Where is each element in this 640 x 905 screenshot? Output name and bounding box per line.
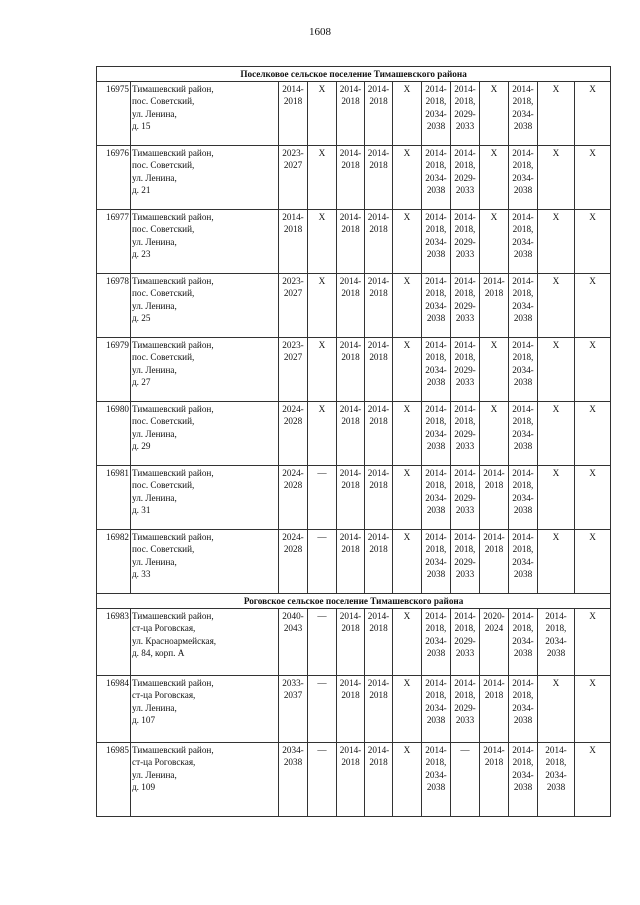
period-cell: 2014- 2018, 2034- 2038 [509,274,538,338]
period-cell: 2014- 2018 [337,338,365,402]
period-cell: X [538,530,575,594]
period-cell: X [575,530,611,594]
period-cell: X [575,402,611,466]
period-cell: 2014- 2018 [365,274,393,338]
period-cell: 2024- 2028 [279,466,308,530]
period-cell: 2014- 2018, 2034- 2038 [538,743,575,817]
table-row [97,146,611,210]
period-cell: 2014- 2018 [480,743,509,817]
period-cell: 2033- 2037 [279,676,308,743]
period-cell: X [538,466,575,530]
period-cell: 2014- 2018, 2034- 2038 [422,338,451,402]
address-cell: Тимашевский район, пос. Советский, ул. Ленина, д. 33 [131,530,279,594]
period-cell: 2014- 2018 [337,402,365,466]
period-cell: 2014- 2018 [337,82,365,146]
period-cell: 2014- 2018, 2034- 2038 [509,146,538,210]
period-cell: 2014- 2018, 2034- 2038 [509,210,538,274]
period-cell: X [308,210,337,274]
table-row [97,530,611,594]
period-cell: X [393,466,422,530]
period-cell: X [575,609,611,676]
address-cell: Тимашевский район, пос. Советский, ул. Ленина, д. 29 [131,402,279,466]
row-number: 16982 [97,530,131,594]
section-header-row [97,67,611,82]
period-cell: 2023- 2027 [279,146,308,210]
registry-body [97,67,611,817]
period-cell: X [480,210,509,274]
period-cell: 2014- 2018 [337,530,365,594]
page-number: 1608 [309,26,331,38]
period-cell: X [575,82,611,146]
period-cell: 2014- 2018, 2034- 2038 [422,743,451,817]
period-cell: 2023- 2027 [279,338,308,402]
table-row [97,82,611,146]
period-cell: X [480,402,509,466]
period-cell: 2014- 2018, 2034- 2038 [422,274,451,338]
table-row [97,274,611,338]
period-cell: — [308,609,337,676]
table-row [97,609,611,676]
period-cell: X [393,743,422,817]
period-cell: X [393,146,422,210]
period-cell: X [393,402,422,466]
period-cell: 2014- 2018 [365,743,393,817]
period-cell: X [575,676,611,743]
period-cell: — [308,530,337,594]
period-cell: X [308,82,337,146]
period-cell: 2014- 2018, 2034- 2038 [509,82,538,146]
period-cell: 2014- 2018, 2029- 2033 [451,676,480,743]
period-cell: X [575,338,611,402]
period-cell: 2014- 2018 [480,274,509,338]
period-cell: 2014- 2018 [480,676,509,743]
address-cell: Тимашевский район, пос. Советский, ул. Ленина, д. 27 [131,338,279,402]
period-cell: X [308,274,337,338]
table-row [97,676,611,743]
address-cell: Тимашевский район, пос. Советский, ул. Ленина, д. 23 [131,210,279,274]
period-cell: 2014- 2018, 2029- 2033 [451,210,480,274]
address-cell: Тимашевский район, ст-ца Роговская, ул. Ленина, д. 107 [131,676,279,743]
period-cell: 2014- 2018, 2029- 2033 [451,82,480,146]
period-cell: X [308,402,337,466]
period-cell: X [480,82,509,146]
section-title: Роговское сельское поселение Тимашевского района [97,594,611,609]
address-cell: Тимашевский район, пос. Советский, ул. Ленина, д. 15 [131,82,279,146]
period-cell: 2024- 2028 [279,402,308,466]
period-cell: X [575,210,611,274]
period-cell: X [393,274,422,338]
period-cell: 2014- 2018 [279,210,308,274]
period-cell: 2024- 2028 [279,530,308,594]
period-cell: X [480,338,509,402]
period-cell: 2014- 2018, 2034- 2038 [509,466,538,530]
address-cell: Тимашевский район, пос. Советский, ул. Ленина, д. 21 [131,146,279,210]
period-cell: X [393,82,422,146]
period-cell: X [538,676,575,743]
period-cell: 2014- 2018, 2034- 2038 [422,676,451,743]
period-cell: 2014- 2018, 2034- 2038 [422,82,451,146]
address-cell: Тимашевский район, пос. Советский, ул. Ленина, д. 25 [131,274,279,338]
period-cell: 2040- 2043 [279,609,308,676]
period-cell: 2014- 2018, 2029- 2033 [451,274,480,338]
period-cell: X [575,743,611,817]
period-cell: X [480,146,509,210]
table-row [97,402,611,466]
period-cell: X [393,338,422,402]
row-number: 16983 [97,609,131,676]
period-cell: X [538,146,575,210]
period-cell: 2014- 2018 [279,82,308,146]
period-cell: 2020- 2024 [480,609,509,676]
address-cell: Тимашевский район, ст-ца Роговская, ул. Ленина, д. 109 [131,743,279,817]
period-cell: X [393,676,422,743]
period-cell: 2014- 2018, 2029- 2033 [451,530,480,594]
address-cell: Тимашевский район, ст-ца Роговская, ул. Красноармейская, д. 84, корп. А [131,609,279,676]
period-cell: 2014- 2018, 2034- 2038 [509,609,538,676]
period-cell: 2014- 2018 [480,530,509,594]
row-number: 16976 [97,146,131,210]
table-row [97,466,611,530]
period-cell: 2014- 2018 [365,530,393,594]
period-cell: 2014- 2018 [365,466,393,530]
period-cell: X [393,210,422,274]
period-cell: X [538,402,575,466]
period-cell: 2014- 2018 [337,676,365,743]
period-cell: 2014- 2018, 2029- 2033 [451,402,480,466]
period-cell: 2014- 2018, 2029- 2033 [451,338,480,402]
period-cell: 2014- 2018 [365,146,393,210]
period-cell: — [451,743,480,817]
table-row [97,210,611,274]
period-cell: 2014- 2018, 2034- 2038 [422,466,451,530]
table-row [97,338,611,402]
period-cell: 2014- 2018 [365,82,393,146]
section-header-row [97,594,611,609]
period-cell: 2014- 2018, 2034- 2038 [509,743,538,817]
period-cell: X [393,609,422,676]
period-cell: X [538,338,575,402]
period-cell: 2014- 2018 [480,466,509,530]
period-cell: 2014- 2018 [337,743,365,817]
period-cell: X [308,338,337,402]
period-cell: 2014- 2018 [337,609,365,676]
period-cell: 2014- 2018, 2034- 2038 [509,530,538,594]
period-cell: 2014- 2018, 2034- 2038 [422,609,451,676]
period-cell: 2014- 2018, 2034- 2038 [509,338,538,402]
period-cell: X [538,82,575,146]
row-number: 16980 [97,402,131,466]
period-cell: 2014- 2018 [337,466,365,530]
address-cell: Тимашевский район, пос. Советский, ул. Ленина, д. 31 [131,466,279,530]
row-number: 16985 [97,743,131,817]
period-cell: 2014- 2018 [365,676,393,743]
period-cell: — [308,676,337,743]
period-cell: X [308,146,337,210]
period-cell: X [575,274,611,338]
period-cell: 2014- 2018, 2034- 2038 [422,210,451,274]
row-number: 16977 [97,210,131,274]
row-number: 16979 [97,338,131,402]
period-cell: X [538,274,575,338]
period-cell: 2014- 2018, 2034- 2038 [422,146,451,210]
period-cell: 2034- 2038 [279,743,308,817]
table-row [97,743,611,817]
period-cell: — [308,466,337,530]
period-cell: X [393,530,422,594]
row-number: 16984 [97,676,131,743]
row-number: 16975 [97,82,131,146]
row-number: 16981 [97,466,131,530]
period-cell: X [575,466,611,530]
period-cell: 2014- 2018 [365,210,393,274]
period-cell: 2014- 2018, 2029- 2033 [451,609,480,676]
period-cell: 2014- 2018 [365,402,393,466]
period-cell: — [308,743,337,817]
period-cell: X [538,210,575,274]
period-cell: 2014- 2018 [337,146,365,210]
period-cell: 2014- 2018, 2034- 2038 [422,402,451,466]
period-cell: 2014- 2018 [365,338,393,402]
period-cell: 2014- 2018 [337,210,365,274]
period-cell: 2014- 2018, 2034- 2038 [509,676,538,743]
section-title: Поселковое сельское поселение Тимашевского района [97,67,611,82]
registry-table [96,66,611,817]
period-cell: 2014- 2018, 2034- 2038 [538,609,575,676]
period-cell: 2023- 2027 [279,274,308,338]
period-cell: 2014- 2018, 2029- 2033 [451,146,480,210]
period-cell: X [575,146,611,210]
row-number: 16978 [97,274,131,338]
period-cell: 2014- 2018, 2034- 2038 [422,530,451,594]
period-cell: 2014- 2018, 2034- 2038 [509,402,538,466]
period-cell: 2014- 2018 [365,609,393,676]
period-cell: 2014- 2018 [337,274,365,338]
period-cell: 2014- 2018, 2029- 2033 [451,466,480,530]
